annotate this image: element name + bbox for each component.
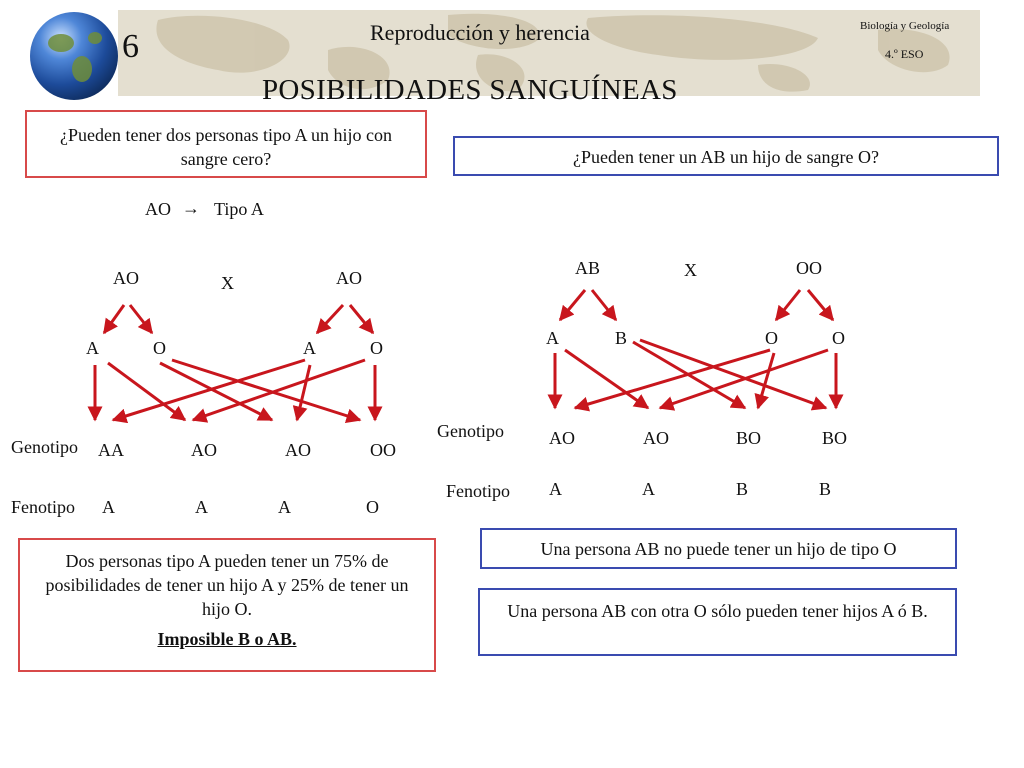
arrow-right-icon: →: [182, 198, 200, 218]
arrow-AB-to-B: [592, 290, 616, 320]
arrow-AB-to-A: [560, 290, 585, 320]
right-conclusion-text-1: Una persona AB no puede tener un hijo de tipo O: [540, 539, 897, 559]
chapter-number: 6: [122, 28, 139, 65]
left-gamete: O: [153, 338, 166, 358]
arrow-OO-to-O2: [808, 290, 833, 320]
right-phenotype-label: Fenotipo: [446, 481, 511, 501]
left-conclusion-box: [18, 538, 436, 672]
arrow-parent1-to-O: [130, 305, 152, 333]
arrow-O1-to-BO1: [758, 353, 774, 408]
right-gamete: A: [546, 328, 559, 348]
arrow-parent2-to-O: [350, 305, 373, 333]
left-phenotype-label: Fenotipo: [11, 497, 76, 517]
arrow-parent2-to-A: [317, 305, 343, 333]
left-cross-symbol: X: [221, 273, 234, 293]
note-phenotype: Tipo A: [214, 199, 264, 219]
right-phenotype: B: [736, 479, 749, 499]
grade-label: 4.º ESO: [885, 47, 924, 61]
left-phenotype: O: [366, 497, 379, 517]
arrow-A1-to-AO1: [108, 363, 185, 420]
right-genotype: AO: [549, 428, 575, 448]
right-phenotype: A: [642, 479, 655, 499]
left-genotype: AA: [98, 440, 124, 460]
note-genotype: AO: [145, 199, 171, 219]
right-gamete: B: [615, 328, 628, 348]
left-genotype: OO: [370, 440, 396, 460]
right-phenotype: B: [819, 479, 832, 499]
course-label: Biología y Geología: [860, 20, 950, 32]
right-phenotype: A: [549, 479, 562, 499]
arrow-B-to-BO2: [640, 340, 826, 408]
page-title: POSIBILIDADES SANGUÍNEAS: [262, 74, 678, 106]
right-genotype: BO: [822, 428, 848, 448]
right-cross-symbol: X: [684, 260, 697, 280]
left-genotype: AO: [191, 440, 217, 460]
left-parent-2: AO: [336, 268, 362, 288]
left-phenotype: A: [195, 497, 208, 517]
arrow-O1-to-OO: [172, 360, 360, 420]
right-question-text: ¿Pueden tener un AB un hijo de sangre O?: [573, 147, 879, 167]
left-phenotype: A: [278, 497, 291, 517]
left-genotype: AO: [285, 440, 311, 460]
right-genotype-label: Genotipo: [437, 421, 504, 441]
right-genotype: AO: [643, 428, 669, 448]
left-gamete: A: [303, 338, 316, 358]
right-conclusion-box-1: [480, 528, 957, 569]
right-gamete: O: [832, 328, 845, 348]
arrow-parent1-to-A: [104, 305, 124, 333]
left-genotype-label: Genotipo: [11, 437, 78, 457]
right-conclusion-box-2: [478, 588, 957, 656]
arrow-A2-to-AO2: [297, 365, 310, 420]
right-parent-2: OO: [796, 258, 822, 278]
left-question-text: ¿Pueden tener dos personas tipo A un hijo con sangre cero?: [60, 125, 392, 169]
left-phenotype: A: [102, 497, 115, 517]
subject-title: Reproducción y herencia: [370, 20, 590, 45]
right-gamete: O: [765, 328, 778, 348]
right-parent-1: AB: [575, 258, 601, 278]
left-gamete: A: [86, 338, 99, 358]
left-gamete: O: [370, 338, 383, 358]
left-parent-1: AO: [113, 268, 139, 288]
left-conclusion-bold: Imposible B o AB.: [157, 629, 297, 649]
right-genotype: BO: [736, 428, 762, 448]
arrow-OO-to-O1: [776, 290, 800, 320]
right-conclusion-text-2: Una persona AB con otra O sólo pueden tener hijos A ó B.: [507, 601, 928, 621]
left-conclusion-text: Dos personas tipo A pueden tener un 75% de posibilidades de tener un hijo A y 25% de tener un hijo O.: [45, 551, 409, 619]
